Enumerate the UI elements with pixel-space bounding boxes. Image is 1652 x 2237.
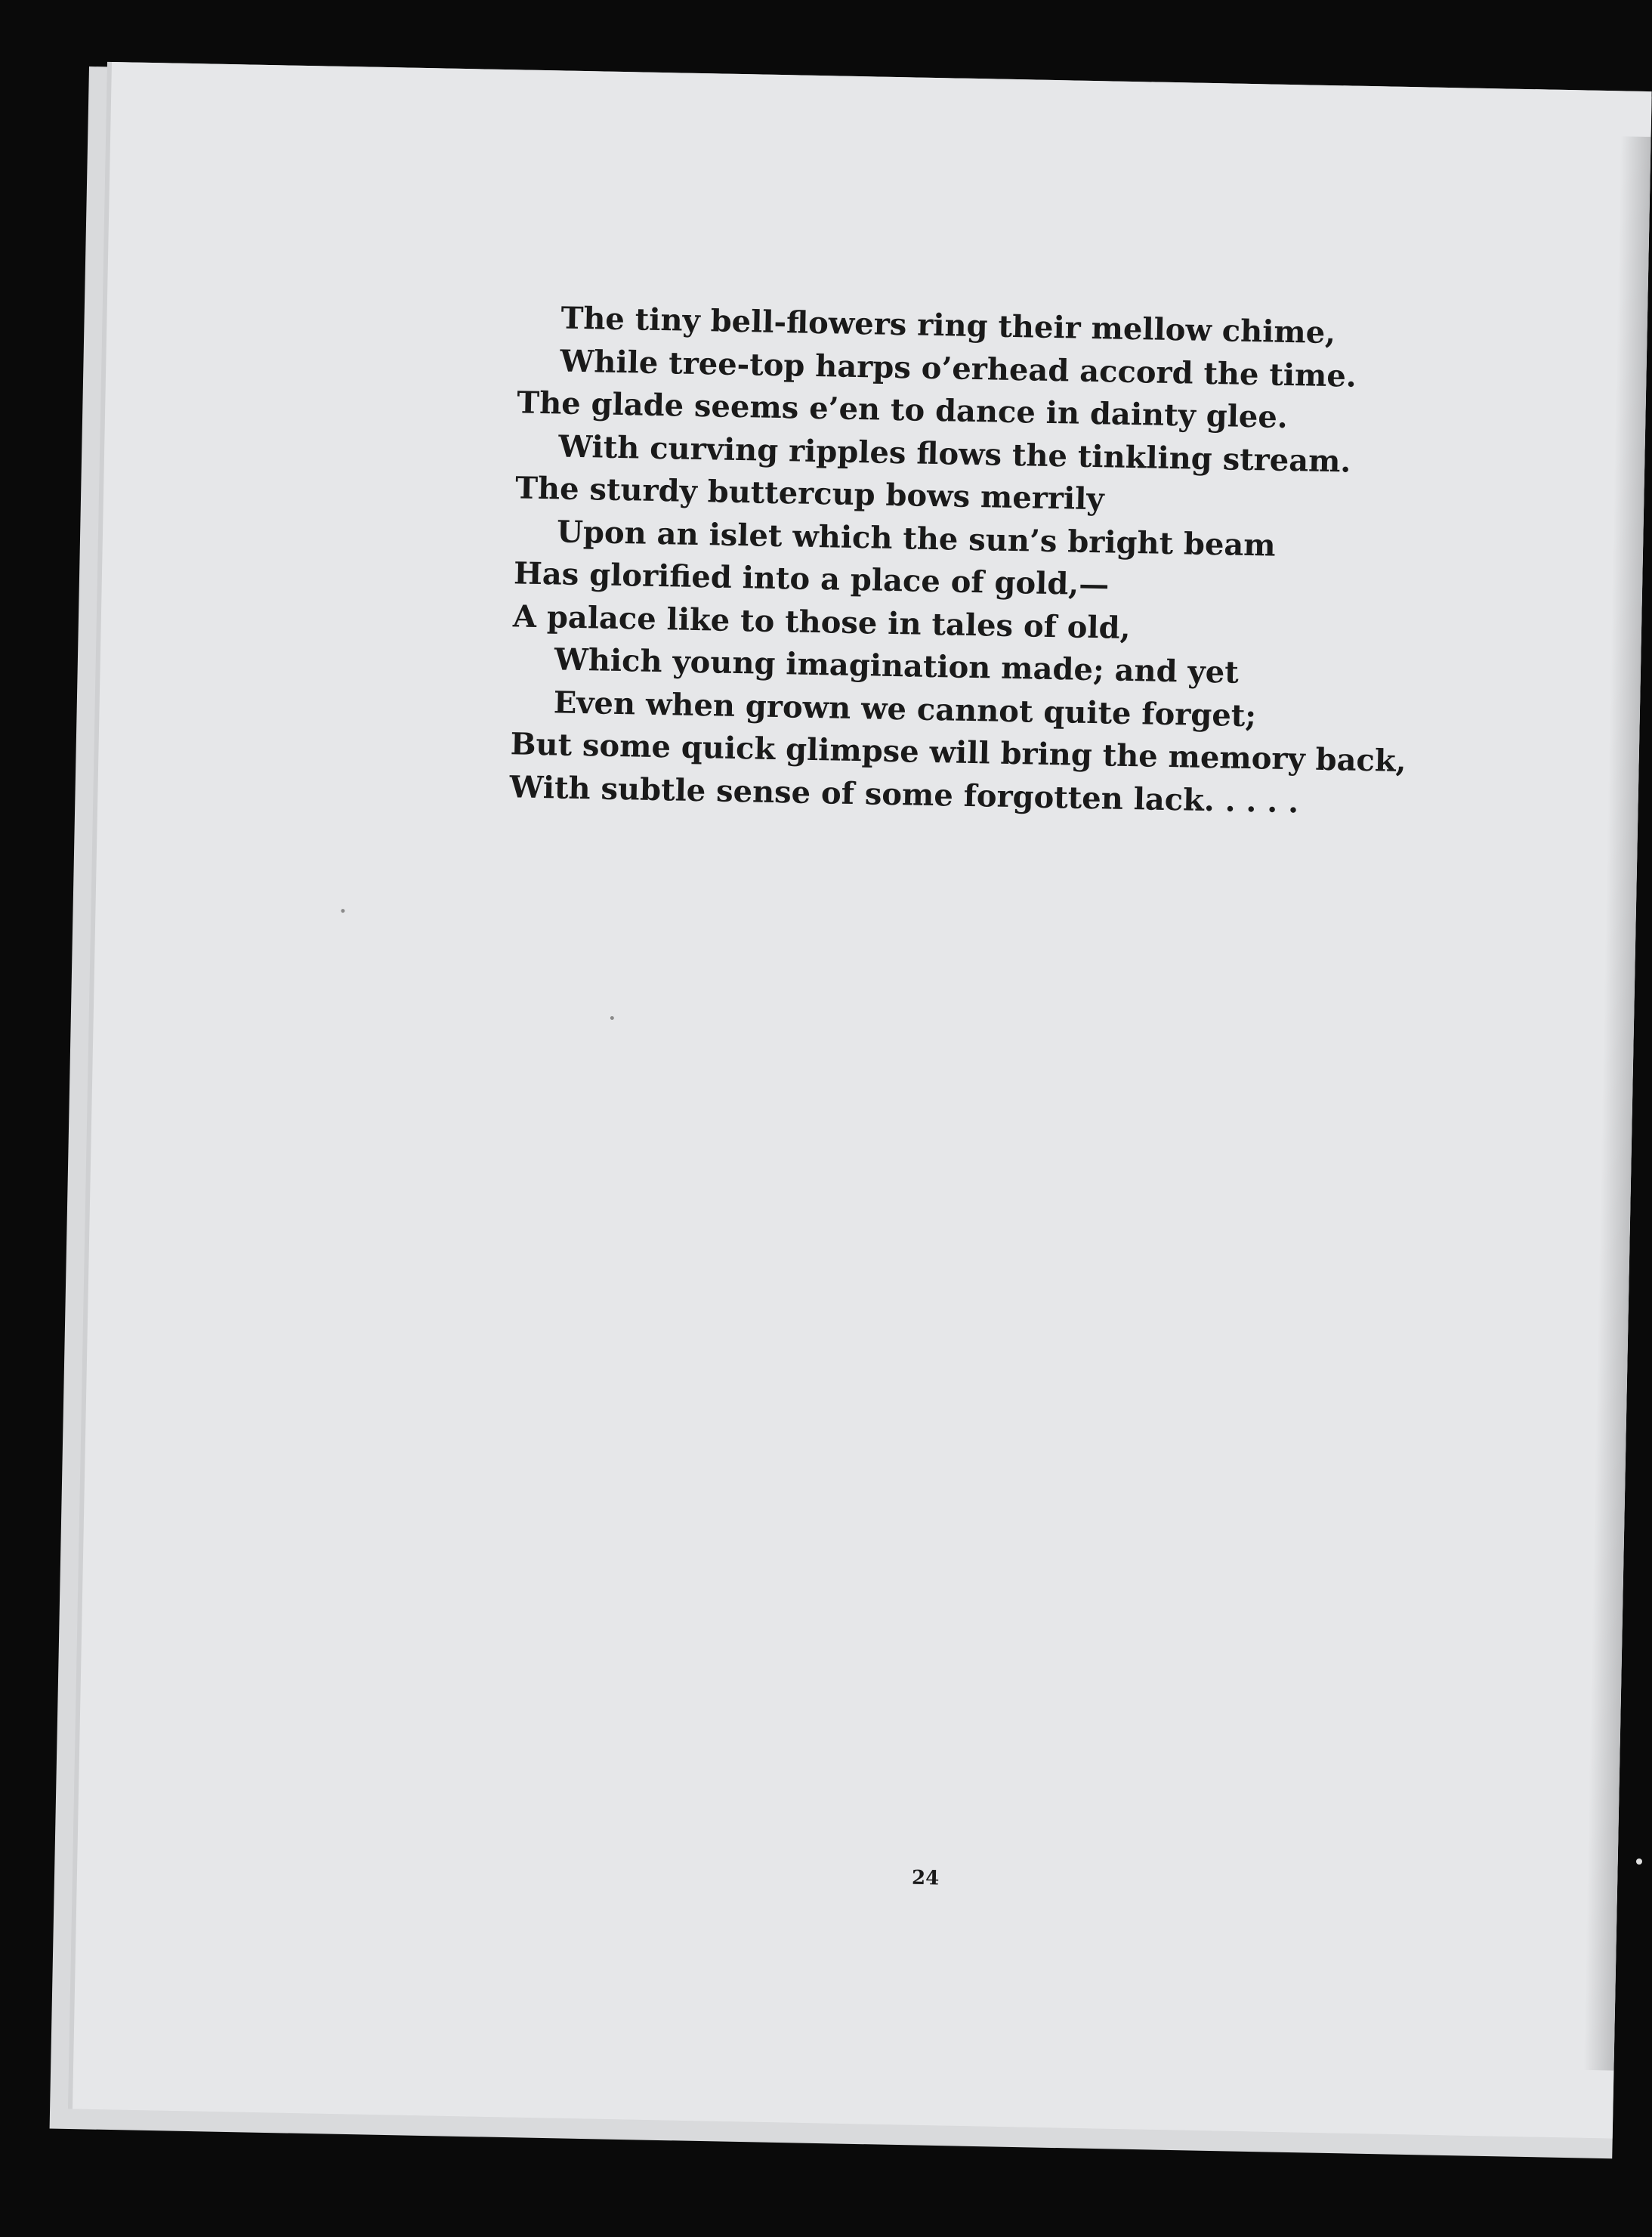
poem-line: The sturdy buttercup bows merrily xyxy=(514,470,1105,518)
poem-line: The tiny bell-flowers ring their mellow chime, xyxy=(560,300,1336,351)
poem-line: While tree-top harps o’erhead accord the time. xyxy=(560,342,1357,394)
dust-speck xyxy=(341,909,344,913)
poem-line: The glade seems e’en to dance in dainty glee. xyxy=(516,385,1289,435)
dust-speck xyxy=(1636,1859,1642,1865)
poem-line: With subtle sense of some forgotten lack. . . . . xyxy=(509,768,1299,820)
poem-text xyxy=(509,296,1407,825)
poem-line: With curving ripples flows the tinkling stream. xyxy=(557,428,1351,480)
page-number: 24 xyxy=(911,1866,940,1890)
book-page xyxy=(73,62,1652,2139)
poem-line: But some quick glimpse will bring the memory back, xyxy=(510,726,1407,780)
poem-line: Has glorified into a place of gold,— xyxy=(513,555,1110,603)
poem-line: Upon an islet which the sun’s bright beam xyxy=(556,513,1277,564)
poem-line: Even when grown we cannot quite forget; xyxy=(553,684,1257,734)
poem-line: A palace like to those in tales of old, xyxy=(512,598,1131,646)
poem-line: Which young imagination made; and yet xyxy=(554,641,1240,691)
dust-speck xyxy=(610,1016,614,1020)
